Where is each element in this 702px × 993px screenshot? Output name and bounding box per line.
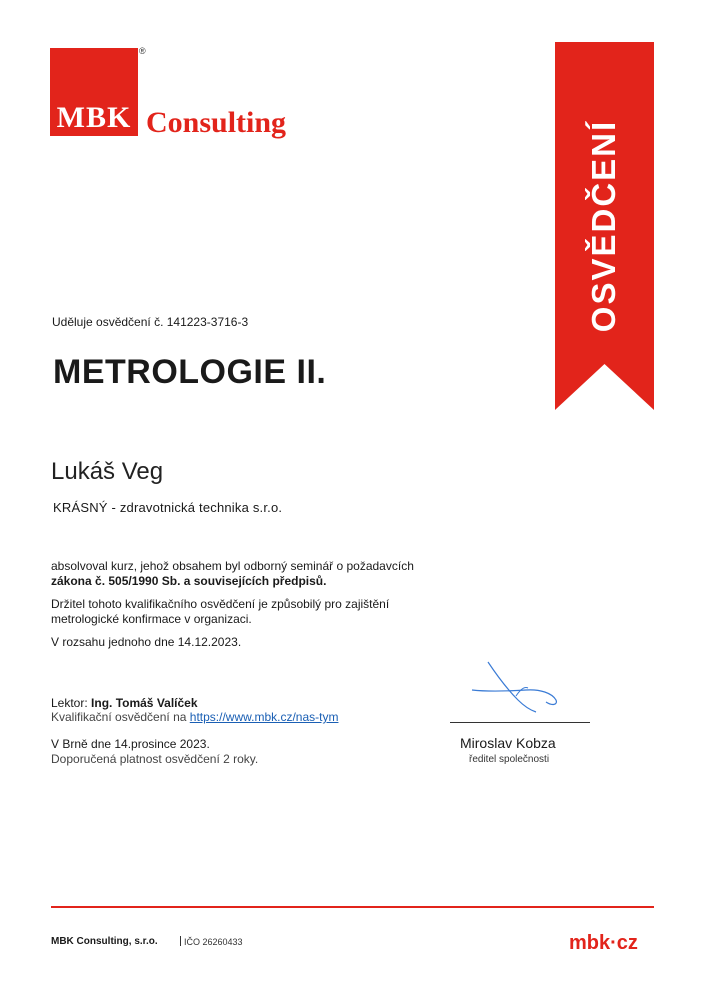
lector-label: Lektor: <box>51 696 88 710</box>
course-description-text: absolvoval kurz, jehož obsahem byl odborný seminář o požadavcích <box>51 559 414 573</box>
logo-mark-text: MBK <box>56 101 132 134</box>
footer-web-mbk: mbk <box>569 932 611 954</box>
signature-line <box>450 722 590 723</box>
qualification-statement <box>51 597 431 627</box>
ribbon-label: OSVĚDČENÍ <box>585 119 622 333</box>
course-description-law: zákona č. 505/1990 Sb. a souvisejících předpisů. <box>51 574 327 588</box>
team-page-link[interactable]: https://www.mbk.cz/nas-tym <box>189 710 339 724</box>
signatory-role: ředitel společnosti <box>469 754 550 765</box>
handwritten-signature <box>466 660 566 716</box>
recipient-organization: KRÁSNÝ - zdravotnická technika s.r.o. <box>53 500 283 515</box>
course-description <box>51 559 431 589</box>
course-duration: V rozsahu jednoho dne 14.12.2023. <box>51 635 242 649</box>
company-logo <box>50 48 138 136</box>
footer-website[interactable] <box>569 931 638 955</box>
qualification-link-prefix: Kvalifikační osvědčení na <box>51 710 187 724</box>
issue-place-date: V Brně dne 14.prosince 2023. <box>51 737 210 751</box>
certificate-number: Uděluje osvědčení č. 141223-3716-3 <box>52 315 249 329</box>
lector-line <box>51 696 198 711</box>
signatory-name: Miroslav Kobza <box>460 735 556 751</box>
footer-web-dot: · <box>610 932 617 954</box>
course-title: METROLOGIE II. <box>53 353 327 391</box>
footer-ico-text: IČO 26260433 <box>184 937 243 947</box>
lector-name: Ing. Tomáš Valíček <box>91 696 198 710</box>
recipient-name: Lukáš Veg <box>51 458 164 485</box>
footer-company-name: MBK Consulting, s.r.o. <box>51 936 158 947</box>
qualification-link-line <box>51 710 338 725</box>
logo-wordmark: Consulting <box>146 106 287 139</box>
footer-web-cz: cz <box>616 932 638 954</box>
validity-note: Doporučená platnost osvědčení 2 roky. <box>51 752 259 766</box>
qualification-line-2: metrologické konfirmace v organizaci. <box>51 612 252 626</box>
registered-mark: ® <box>139 46 146 56</box>
qualification-line-1: Držitel tohoto kvalifikačního osvědčení je způsobilý pro zajištění <box>51 597 390 611</box>
footer-divider <box>51 906 654 908</box>
footer-company-id <box>180 936 243 948</box>
footer-separator <box>180 936 181 946</box>
